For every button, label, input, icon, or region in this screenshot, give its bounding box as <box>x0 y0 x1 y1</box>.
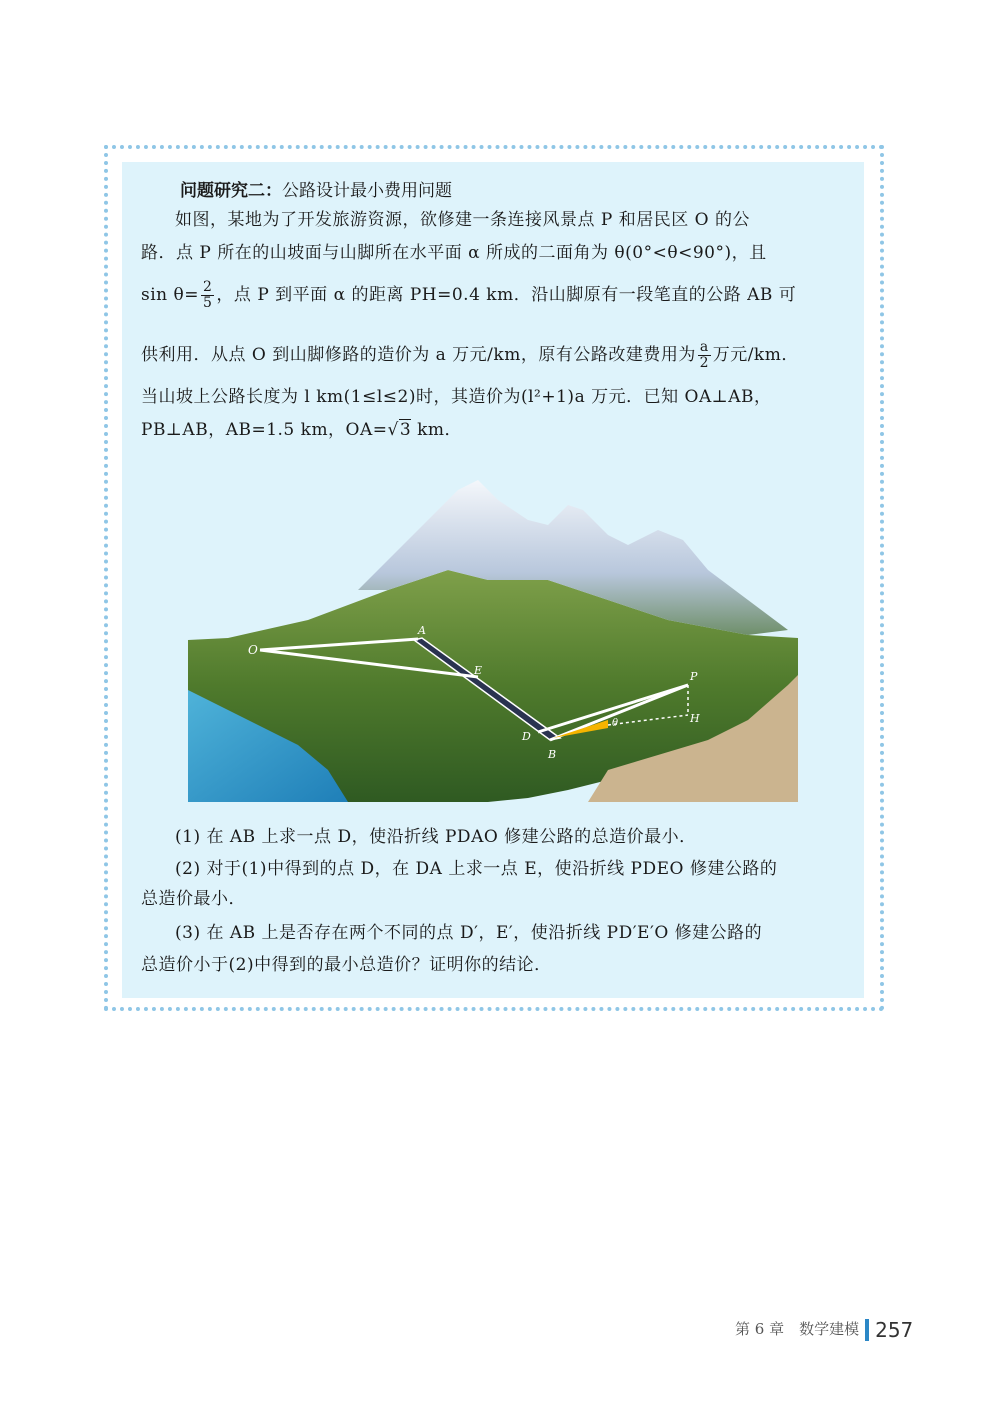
question-2-line-1: (2) 对于(1)中得到的点 D，在 DA 上求一点 E，使沿折线 PDEO 修建公路的 <box>175 859 778 879</box>
question-3-line-1: (3) 在 AB 上是否存在两个不同的点 D′，E′，使沿折线 PD′E′O 修建公路的 <box>175 923 763 943</box>
problem-line-1: 如图，某地为了开发旅游资源，欲修建一条连接风景点 P 和居民区 O 的公 <box>175 210 750 230</box>
chapter-label: 第 6 章 数学建模 <box>735 1320 860 1338</box>
cost-text: 供利用．从点 O 到山脚修路的造价为 a 万元/km，原有公路改建费用为 <box>141 345 696 365</box>
label-theta: θ <box>612 718 619 729</box>
fraction-a-half: $\frac{a}{2}$ <box>699 339 709 371</box>
label-e: E <box>474 664 483 677</box>
problem-line-5: 当山坡上公路长度为 l km(1≤l≤2)时，其造价为(l²+1)a 万元．已知 OA⊥AB， <box>141 387 772 407</box>
heading-text: 公路设计最小费用问题 <box>282 181 452 201</box>
label-o: O <box>248 643 258 657</box>
label-p: P <box>690 670 698 683</box>
cost-unit-text: 万元/km． <box>712 345 799 365</box>
page-footer <box>735 1318 913 1342</box>
section-heading <box>180 176 452 201</box>
label-a: A <box>418 624 426 637</box>
label-b: B <box>548 748 557 761</box>
distance-text: ，点 P 到平面 α 的距离 PH=0.4 km．沿山脚原有一段笔直的公路 AB 可 <box>216 285 797 305</box>
label-h: H <box>690 712 700 725</box>
problem-line-4 <box>141 340 846 371</box>
label-d: D <box>522 730 531 743</box>
problem-line-2: 路．点 P 所在的山坡面与山脚所在水平面 α 所成的二面角为 θ(0°<θ<90°)，且 <box>141 243 767 263</box>
heading-label: 问题研究二： <box>180 181 282 201</box>
fraction-two-fifths: $\frac{2}{5}$ <box>203 279 213 311</box>
problem-line-6: PB⊥AB，AB=1.5 km，OA=√3 km． <box>141 420 463 440</box>
question-2-line-2: 总造价最小． <box>141 889 246 909</box>
mountain-road-figure <box>188 470 798 802</box>
sin-theta-text: sin θ= <box>141 285 199 305</box>
page-number: 257 <box>875 1318 914 1342</box>
question-1: (1) 在 AB 上求一点 D，使沿折线 PDAO 修建公路的总造价最小． <box>175 827 697 847</box>
problem-line-3 <box>141 280 846 311</box>
question-3-line-2: 总造价小于(2)中得到的最小总造价？证明你的结论． <box>141 955 552 975</box>
footer-accent-bar <box>865 1319 869 1341</box>
